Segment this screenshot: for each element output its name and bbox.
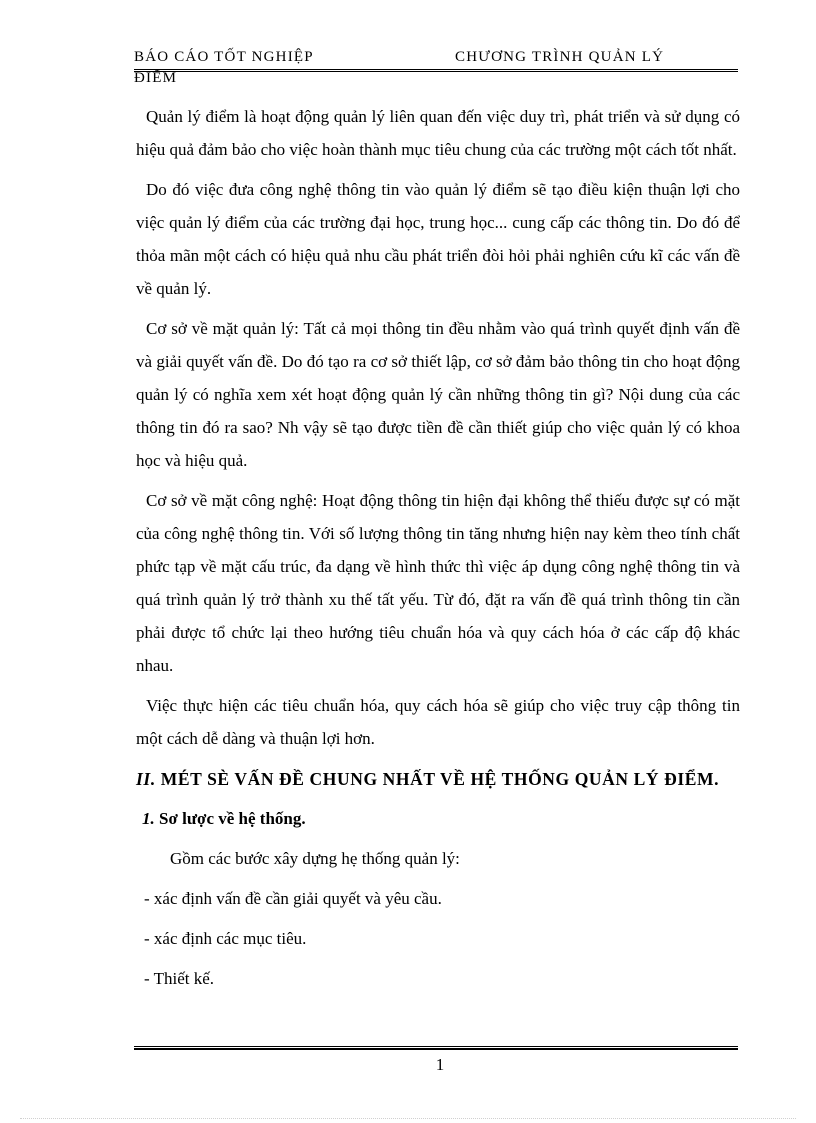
page-body xyxy=(136,100,740,1002)
subsection-heading xyxy=(142,802,740,835)
header-program-title: CHƯƠNG TRÌNH QUẢN LÝ xyxy=(455,49,665,65)
section-title-text: MÉT SÈ VẤN ĐỀ CHUNG NHẤT VỀ HỆ THỐNG QUẢN LÝ ĐIỂM. xyxy=(160,769,720,789)
paragraph: Do đó việc đưa công nghệ thông tin vào quản lý điểm sẽ tạo điều kiện thuận lợi cho việc quản lý điểm của các trường đại học, trung học... cung cấp các thông tin. Do đó để thỏa mãn một cách có hiệu quả nhu cầu phát triển đòi hỏi phải nghiên cứu kĩ các vấn đề về quản lý. xyxy=(136,180,740,298)
header-rule xyxy=(134,69,738,73)
section-heading xyxy=(136,762,740,796)
paragraph: Cơ sở về mặt quản lý: Tất cả mọi thông tin đều nhằm vào quá trình quyết định vấn đề và giải quyết vấn đề. Do đó tạo ra cơ sở thiết lập, cơ sở đảm bảo thông tin cho hoạt động quản lý có nghĩa xem xét hoạt động quản lý cần những thông tin gì? Nội dung của các thông tin đó ra sao? Nh vậy sẽ tạo được tiền đề cần thiết giúp cho việc quản lý có khoa học và hiệu quả. xyxy=(136,319,740,470)
list-item: - xác định vấn đề cần giải quyết và yêu cầu. xyxy=(144,889,442,908)
page-header xyxy=(134,48,738,84)
list-item: - Thiết kế. xyxy=(144,969,215,988)
section-number: II. xyxy=(136,769,156,789)
header-report-title: BÁO CÁO TỐT NGHIỆP xyxy=(134,49,314,65)
page-number: 1 xyxy=(435,1055,445,1074)
footer-rule xyxy=(134,1046,738,1050)
subsection-number: 1. xyxy=(142,809,155,828)
subsection-title-text: Sơ lược về hệ thống. xyxy=(159,809,306,828)
paragraph: Cơ sở về mặt công nghệ: Hoạt động thông tin hiện đại không thể thiếu được sự có mặt của công nghệ thông tin. Với số lượng thông tin tăng nhưng hiện nay kèm theo tính chất phức tạp về mặt cấu trúc, đa dạng về hình thức thì việc áp dụng công nghệ thông tin và quá trình quản lý trở thành xu thế tất yếu. Từ đó, đặt ra vấn đề quá trình thông tin cần phải được tổ chức lại theo hướng tiêu chuẩn hóa và quy cách hóa ở các cấp độ khác nhau. xyxy=(136,491,740,675)
steps-intro: Gồm các bước xây dựng hẹ thống quản lý: xyxy=(170,849,460,868)
list-item: - xác định các mục tiêu. xyxy=(144,929,307,948)
page-bottom-edge xyxy=(20,1118,796,1120)
paragraph: Việc thực hiện các tiêu chuẩn hóa, quy cách hóa sẽ giúp cho việc truy cập thông tin một cách dễ dàng và thuận lợi hơn. xyxy=(136,696,740,748)
paragraph: Quản lý điểm là hoạt động quản lý liên quan đến việc duy trì, phát triển và sử dụng có hiệu quả đảm bảo cho việc hoàn thành mục tiêu chung của các trường một cách tốt nhất. xyxy=(136,107,740,159)
header-program-title-wrap: ĐIỂM xyxy=(134,70,178,86)
